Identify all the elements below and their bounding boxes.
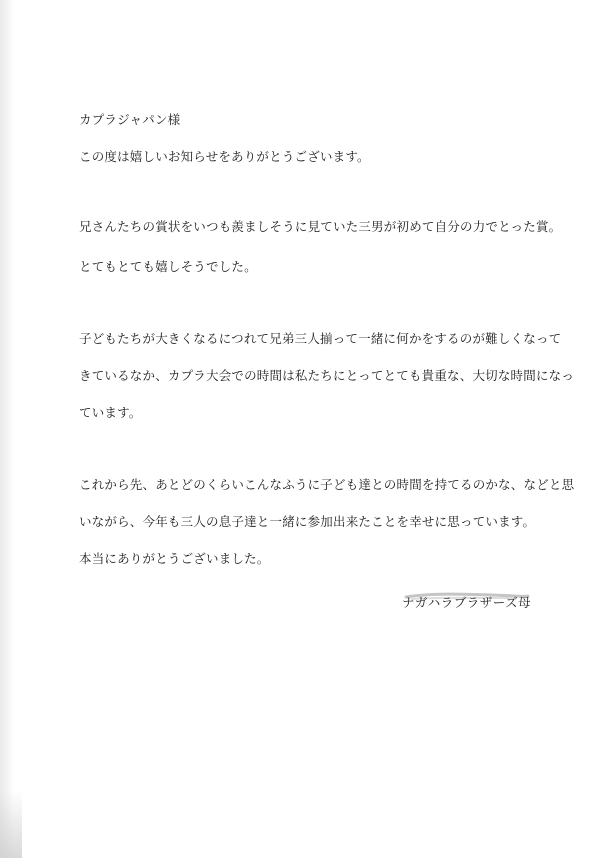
scan-smudge bbox=[0, 790, 22, 858]
signature-block bbox=[402, 590, 532, 620]
signature: ナガハラブラザーズ母 bbox=[402, 595, 532, 610]
closing-line: 本当にありがとうございました。 bbox=[79, 551, 270, 566]
addressee: カプラジャパン様 bbox=[79, 112, 181, 127]
paragraph-1-line-1: 兄さんたちの賞状をいつも羨ましそうに見ていた三男が初めて自分の力でとった賞。 bbox=[79, 219, 562, 234]
paragraph-2-line-3: ています。 bbox=[79, 405, 142, 420]
greeting: この度は嬉しいお知らせをありがとうございます。 bbox=[79, 149, 370, 164]
paragraph-1-line-2: とてもとても嬉しそうでした。 bbox=[79, 259, 257, 274]
paragraph-3-line-1: これから先、あとどのくらいこんなふうに子ども達との時間を持てるのかな、などと思 bbox=[79, 477, 575, 492]
paragraph-2-line-1: 子どもたちが大きくなるにつれて兄弟三人揃って一緒に何かをするのが難しくなって bbox=[79, 331, 562, 346]
paragraph-3-line-2: いながら、今年も三人の息子達と一緒に参加出来たことを幸せに思っています。 bbox=[79, 514, 536, 529]
scan-shadow-left bbox=[0, 0, 14, 858]
paragraph-2-line-2: きているなか、カプラ大会での時間は私たちにとってとても貴重な、大切な時間になっ bbox=[79, 368, 575, 383]
